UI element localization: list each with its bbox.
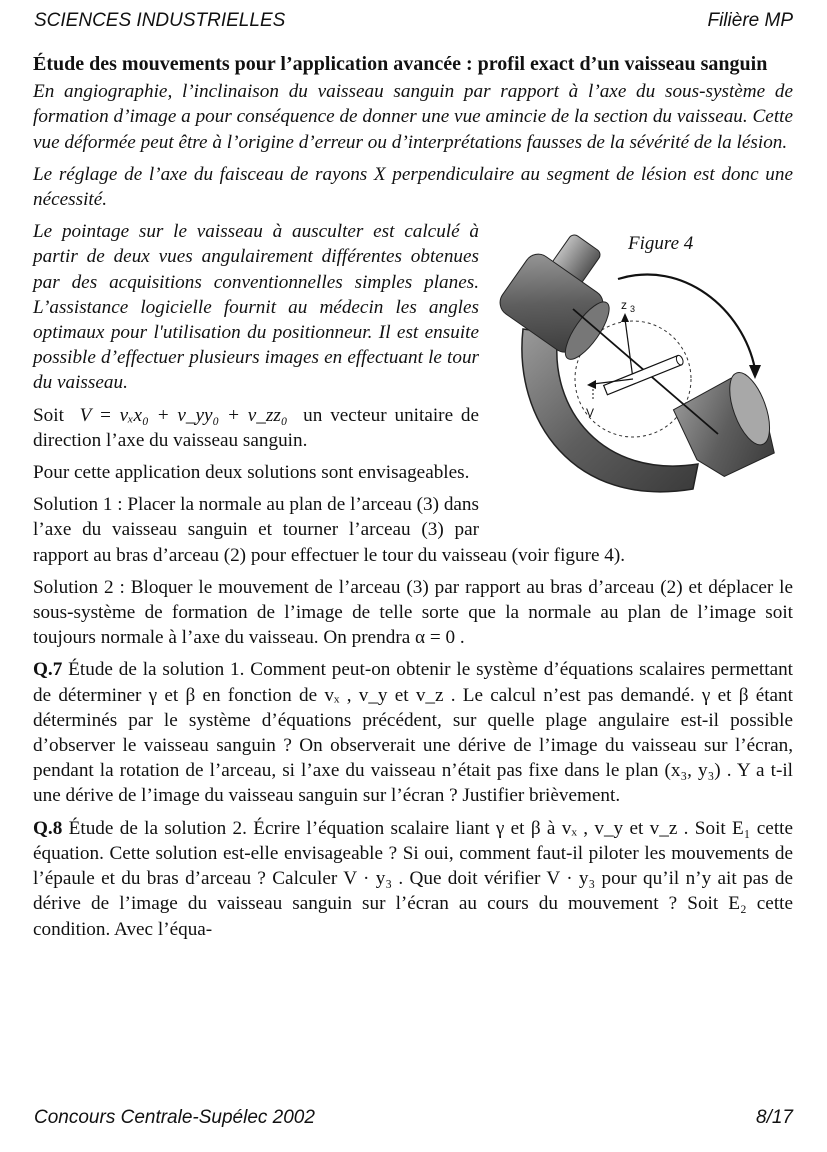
question-8-label: Q.8 xyxy=(33,817,63,839)
c-arm-arc xyxy=(522,329,698,492)
figure-4 xyxy=(493,219,793,529)
solution-2: Solution 2 : Bloquer le mouvement de l’arceau (3) par rapport au bras d’arceau (2) et déplacer le sous-système de formation de l’image de telle sorte que la normale au plan de l’image soit toujours normale à l’axe du vaisseau. On prendra α = 0 . xyxy=(33,576,793,649)
soit-suffix: un vecteur unitaire de direction l’axe du vaisseau sanguin. xyxy=(33,404,480,451)
svg-text:3: 3 xyxy=(630,304,636,315)
z3-label: z xyxy=(621,298,627,313)
header-subject: SCIENCES INDUSTRIELLES xyxy=(34,10,286,31)
vector-formula: V = vₓx₀ + v_yy₀ + v_zz₀ xyxy=(79,404,288,426)
z3-vector xyxy=(625,319,633,379)
footer-contest: Concours Centrale-Supélec 2002 xyxy=(34,1107,315,1128)
soit-prefix: Soit xyxy=(33,404,64,426)
header-track: Filière MP xyxy=(707,10,793,31)
question-8-text: Étude de la solution 2. Écrire l’équation scalaire liant γ et β à vₓ , v_y et v_z . Soit E₁ cette équation. Cette solution est-elle envisageable ? Si oui, comment faut-il piloter les mouvements de l’épaule et du bras d’arceau ? Calculer V · y₃ . Que doit vérifier V · y₃ pour qu’il n’y ait pas de dérive de l’image du vaisseau sanguin sur l’écran au cours du mouvement ? Soit E₂ cette condition. Avec l’équa- xyxy=(33,817,794,940)
question-7-label: Q.7 xyxy=(33,659,63,681)
intro-paragraph-3: Le pointage sur le vaisseau à ausculter est calculé à partir de deux vues angulairement différentes obtenues par des acquisitions conventionnelles simples planes. L’assistance logicielle fournit au médecin les angles optimaux pour l'utilisation du positionneur. Il est ensuite possible d’effectuer plusieurs images en effectuant le tour du vaisseau. xyxy=(33,221,479,394)
main-content xyxy=(33,52,793,949)
application-paragraph: Pour cette application deux solutions sont envisageables. xyxy=(33,462,470,484)
question-8 xyxy=(33,816,793,942)
arceau-illustration xyxy=(493,219,793,529)
solution-1: Solution 1 : Placer la normale au plan de l’arceau (3) dans l’axe du vaisseau sanguin et tourner l’arceau (3) par rapport au bras d’arceau (2) pour effectuer le tour du vaisseau (voir figure 4). xyxy=(33,494,626,566)
footer-page-number: 8/17 xyxy=(756,1107,793,1128)
rotation-arrowhead xyxy=(749,365,761,379)
intro-paragraph-2: Le réglage de l’axe du faisceau de rayons X perpendiculaire au segment de lésion est donc une nécessité. xyxy=(33,163,793,211)
section-title: Étude des mouvements pour l’application avancée : profil exact d’un vaisseau sanguin xyxy=(33,53,768,75)
figure-caption: Figure 4 xyxy=(628,233,694,255)
question-7-text: Étude de la solution 1. Comment peut-on obtenir le système d’équations scalaires permettant de déterminer γ et β en fonction de vₓ , v_y et v_z . Le calcul n’est pas demandé. γ et β étant déterminés par le système d’équations précédent, sur quelle plage angulaire est-il possible d’observer le vaisseau sanguin ? On observerait une dérive de l’image du vaisseau sur l’écran, pendant la rotation de l’arceau, si l’axe du vaisseau n’était pas fixe dans le plan (x₃, y₃) . Y a t-il une dérive de l’image du vaisseau sanguin sur l’écran ? Justifier brièvement. xyxy=(33,659,794,807)
intro-paragraph-1: En angiographie, l’inclinaison du vaisseau sanguin par rapport à l’axe du sous-système de formation d’image a pour conséquence de donner une vue amincie de la section du vaisseau. Cette vue déformée peut être à l’origine d’erreur ou d’interprétations fausses de la sévérité de la lésion. xyxy=(33,81,793,153)
vessel xyxy=(604,355,685,395)
question-7 xyxy=(33,657,793,808)
x-ray-tube xyxy=(494,220,638,365)
v-label: V xyxy=(586,406,595,421)
